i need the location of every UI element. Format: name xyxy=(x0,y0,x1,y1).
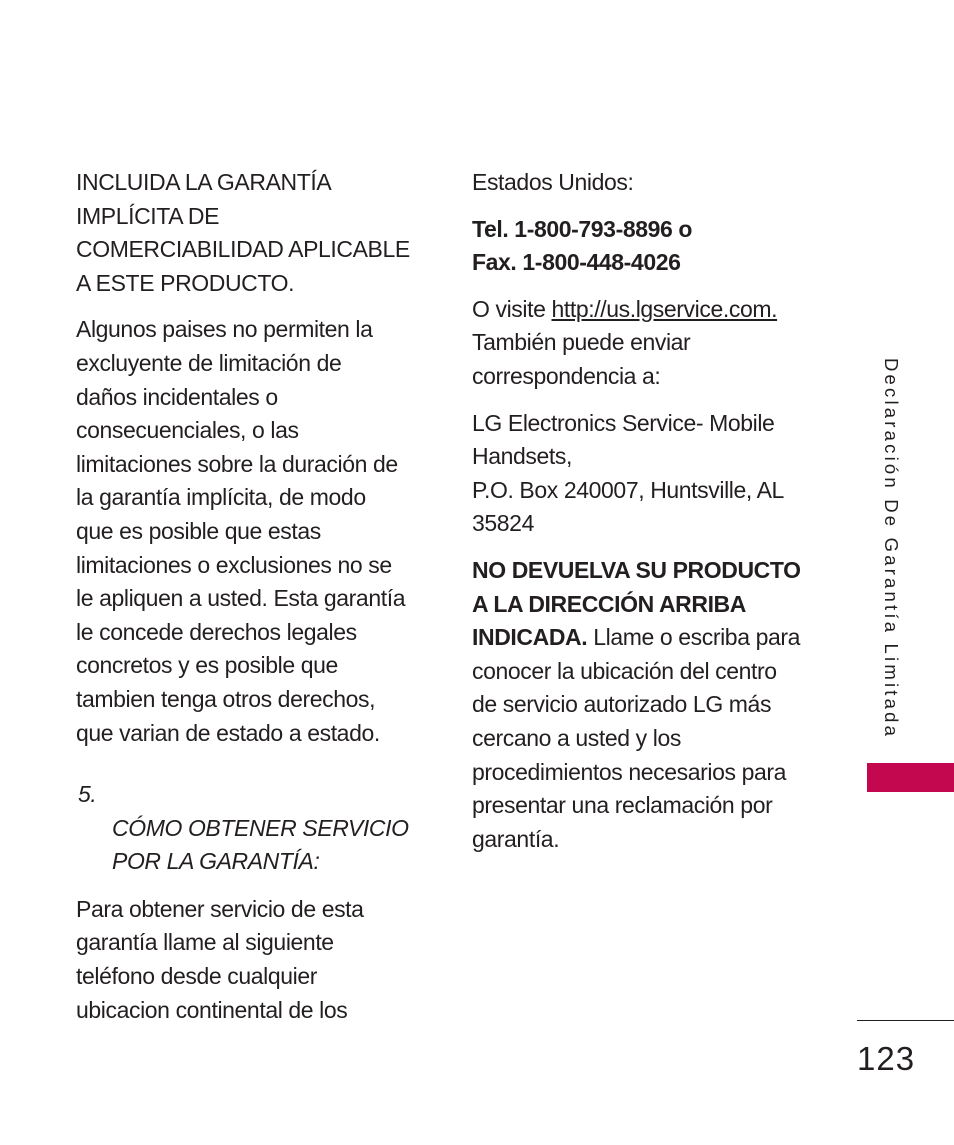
visit-paragraph xyxy=(472,293,817,394)
country-label: Estados Unidos: xyxy=(472,169,634,195)
intro-caps-text: INCLUIDA LA GARANTÍA IMPLÍCITA DE COMERCIABILIDAD APLICABLE A ESTE PRODUCTO. xyxy=(76,169,410,296)
warning-body-text: Llame o escriba para conocer la ubicación del centro de servicio autorizado LG más cercano a usted y los procedimientos necesarios para presentar una reclamación por garantía. xyxy=(472,624,801,852)
warning-bold-text: NO DEVUELVA SU PRODUCTO A LA DIRECCIÓN ARRIBA INDICADA. xyxy=(472,556,801,651)
right-column xyxy=(472,166,817,869)
warning-paragraph xyxy=(472,554,817,856)
chapter-tab-marker xyxy=(867,763,954,792)
limitations-paragraph: Algunos paises no permiten la excluyente de limitación de daños incidentales o consecuenciales, o las limitaciones sobre la duración de la garantía implícita, de modo que es posible que estas limitaciones o exclusiones no se le apliquen a usted. Esta garantía le concede derechos legales concretos y es posible que tambien tenga otros derechos, que varian de estado a estado. xyxy=(76,316,406,746)
section-heading xyxy=(76,778,426,879)
phone-numbers: Tel. 1-800-793-8896 o Fax. 1-800-448-4026 xyxy=(472,215,693,276)
left-column xyxy=(76,166,426,1040)
chapter-side-label: Declaración De Garantía Limitada xyxy=(881,358,902,740)
page-number-rule xyxy=(857,1020,954,1021)
section-number: 5. xyxy=(78,781,97,808)
service-paragraph: Para obtener servicio de esta garantía llame al siguiente teléfono desde cualquier ubicacion continental de los xyxy=(76,895,364,1023)
mailing-address: LG Electronics Service- Mobile Handsets, P.O. Box 240007, Huntsville, AL 35824 xyxy=(472,409,784,537)
page-number: 123 xyxy=(857,1040,916,1077)
visit-suffix: También puede enviar correspondencia a: xyxy=(472,329,691,389)
visit-prefix: O visite xyxy=(472,295,552,322)
service-website-link[interactable]: http://us.lgservice.com. xyxy=(551,295,778,322)
section-heading-text: CÓMO OBTENER SERVICIO POR LA GARANTÍA: xyxy=(112,814,409,875)
